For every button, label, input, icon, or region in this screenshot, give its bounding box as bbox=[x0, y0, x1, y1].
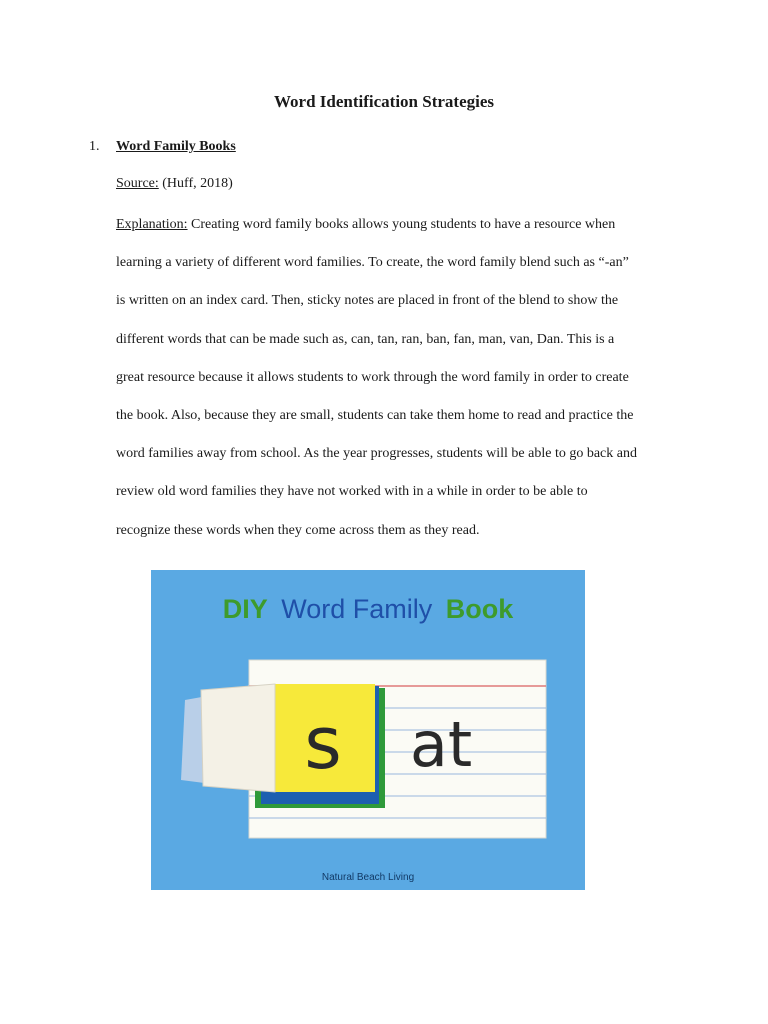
explanation-line-1: Creating word family books allows young students to have a resource when bbox=[191, 217, 616, 232]
image-title-word-family: Word Family bbox=[281, 594, 433, 624]
word-family-book-image bbox=[151, 570, 585, 890]
source-line bbox=[116, 176, 233, 192]
explanation-line-3: is written on an index card. Then, sticky notes are placed in front of the blend to show the bbox=[116, 293, 619, 309]
explanation-line-6: the book. Also, because they are small, students can take them home to read and practice the bbox=[116, 408, 634, 424]
source-value: (Huff, 2018) bbox=[162, 176, 233, 191]
explanation-label: Explanation: bbox=[116, 217, 188, 232]
image-title-diy: DIY bbox=[222, 594, 268, 624]
flap-letter: s bbox=[304, 701, 342, 785]
card-blend: at bbox=[409, 708, 473, 781]
image-title bbox=[223, 594, 515, 624]
image-credit: Natural Beach Living bbox=[321, 872, 415, 883]
flipped-page-front bbox=[201, 684, 275, 792]
section-heading: Word Family Books bbox=[116, 139, 236, 154]
explanation-line-2: learning a variety of different word families. To create, the word family blend such as “-an” bbox=[116, 255, 629, 271]
explanation-line-9: recognize these words when they come across them as they read. bbox=[116, 522, 480, 538]
explanation-line-8: review old word families they have not worked with in a while in order to be able to bbox=[116, 484, 588, 500]
explanation-line-4: different words that can be made such as, can, tan, ran, ban, fan, man, van, Dan. This is a bbox=[116, 331, 615, 347]
explanation-paragraph bbox=[116, 206, 686, 550]
image-title-book: Book bbox=[445, 594, 514, 624]
source-label: Source: bbox=[116, 176, 159, 191]
explanation-line-7: word families away from school. As the year progresses, students will be able to go back and bbox=[116, 446, 637, 462]
document-title: Word Identification Strategies bbox=[273, 92, 495, 111]
list-number: 1. bbox=[89, 139, 100, 154]
explanation-line-5: great resource because it allows students to work through the word family in order to create bbox=[116, 369, 629, 385]
